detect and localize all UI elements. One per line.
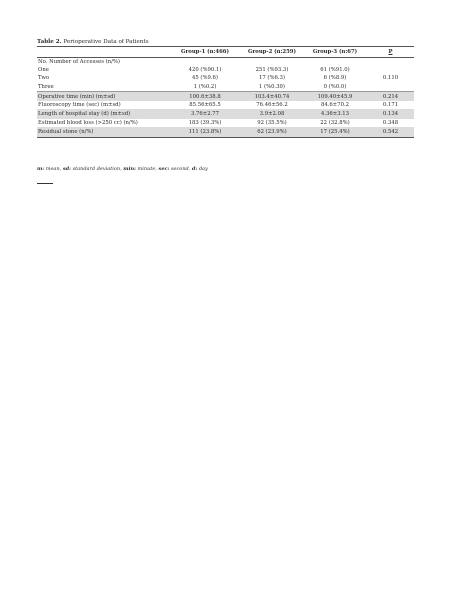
cell-p-accesses: 0.110 <box>382 75 399 82</box>
table-caption <box>37 39 149 45</box>
cell-group-1: 111 (23.8%) <box>169 127 241 137</box>
cell-p: 0.214 <box>367 91 414 101</box>
table-row-operative-time <box>37 91 414 101</box>
cell-group-3: 109.40±45.9 <box>303 91 367 101</box>
cell-group-1: 1 (%0.2) <box>193 83 217 90</box>
row-label: Length of hospital stay (d) (m±sd) <box>37 109 169 119</box>
footnote-text: second, <box>169 166 192 172</box>
cell-group-1: 45 (%9.6) <box>191 75 218 82</box>
table-row-accesses-two <box>37 74 414 82</box>
row-label: One <box>38 67 49 74</box>
p-label: P <box>388 49 393 55</box>
cell-group-2: 251 (%93.3) <box>255 67 289 74</box>
row-label: Fluoroscopy time (sec) (m±sd) <box>38 102 121 109</box>
column-header-group-3: Group-3 (n:67) <box>303 47 367 58</box>
cell-group-3: 61 (%91.0) <box>320 67 350 74</box>
cell-p: 0.134 <box>367 109 414 119</box>
cell-p: 0.171 <box>382 102 399 109</box>
footnote-text: day <box>197 166 208 172</box>
row-label: No. Number of Accesses (n/%) <box>38 59 120 66</box>
footnote-text: minute, <box>135 166 159 172</box>
table-row-blood-loss <box>37 119 414 127</box>
table-row-accesses-header <box>37 58 414 67</box>
table-header-row <box>37 47 414 58</box>
table-row-residual-stone <box>37 127 414 137</box>
footnote-divider <box>37 183 53 184</box>
cell-p: 0.348 <box>382 120 399 127</box>
cell-group-3: 84.6±70.2 <box>320 102 350 109</box>
footnote-abbr: sd: <box>62 166 71 172</box>
cell-group-1: 183 (39.3%) <box>188 120 222 127</box>
cell-group-2: 17 (%6.3) <box>258 75 285 82</box>
table-row-fluoroscopy-time <box>37 101 414 109</box>
column-header <box>37 47 169 58</box>
cell-group-3: 0 (%0.0) <box>323 83 347 90</box>
footnote-text: standard deviation, <box>70 166 124 172</box>
table-title: Perioperative Data of Patients <box>63 39 149 45</box>
cell-group-1: 3.76±2.77 <box>169 109 241 119</box>
cell-group-3: 4.36±3.13 <box>303 109 367 119</box>
column-header-group-1: Group-1 (n:466) <box>169 47 241 58</box>
row-label: Operative time (min) (m±sd) <box>37 91 169 101</box>
table-row-accesses-three <box>37 83 414 92</box>
cell-group-1: 85.56±65.5 <box>189 102 221 109</box>
cell-group-2: 103.4±40.74 <box>241 91 303 101</box>
row-label: Two <box>38 75 50 82</box>
perioperative-data-table <box>37 46 414 138</box>
row-label: Three <box>38 83 54 90</box>
row-label: Estimated blood loss (>250 cc) (n/%) <box>38 120 138 127</box>
footnote-abbr: d: <box>191 166 198 172</box>
cell-group-3: 6 (%8.9) <box>323 75 347 82</box>
row-label: Residual stone (n/%) <box>37 127 169 137</box>
footnote-abbr: min: <box>123 166 136 172</box>
column-header-group-2: Group-2 (n:259) <box>241 47 303 58</box>
footnote-text: mean, <box>44 166 63 172</box>
cell-group-2: 92 (35.5%) <box>257 120 287 127</box>
cell-p: 0.542 <box>367 127 414 137</box>
cell-group-2: 3.9±2.08 <box>241 109 303 119</box>
column-header-p <box>367 47 414 58</box>
footnote-abbr: sec: <box>158 166 170 172</box>
footnote-abbr: m: <box>37 166 45 172</box>
table-row-hospital-stay <box>37 109 414 119</box>
cell-group-2: 1 (%0.39) <box>258 83 285 90</box>
table-row-accesses-one <box>37 66 414 74</box>
cell-group-3: 22 (32.8%) <box>320 120 350 127</box>
table-footnote <box>37 166 208 172</box>
cell-group-1: 420 (%90.1) <box>188 67 222 74</box>
cell-group-2: 62 (23.9%) <box>241 127 303 137</box>
cell-group-1: 100.6±38.8 <box>169 91 241 101</box>
cell-group-3: 17 (25.4%) <box>303 127 367 137</box>
table-label: Table 2. <box>37 39 62 45</box>
cell-group-2: 76.46±56.2 <box>256 102 288 109</box>
